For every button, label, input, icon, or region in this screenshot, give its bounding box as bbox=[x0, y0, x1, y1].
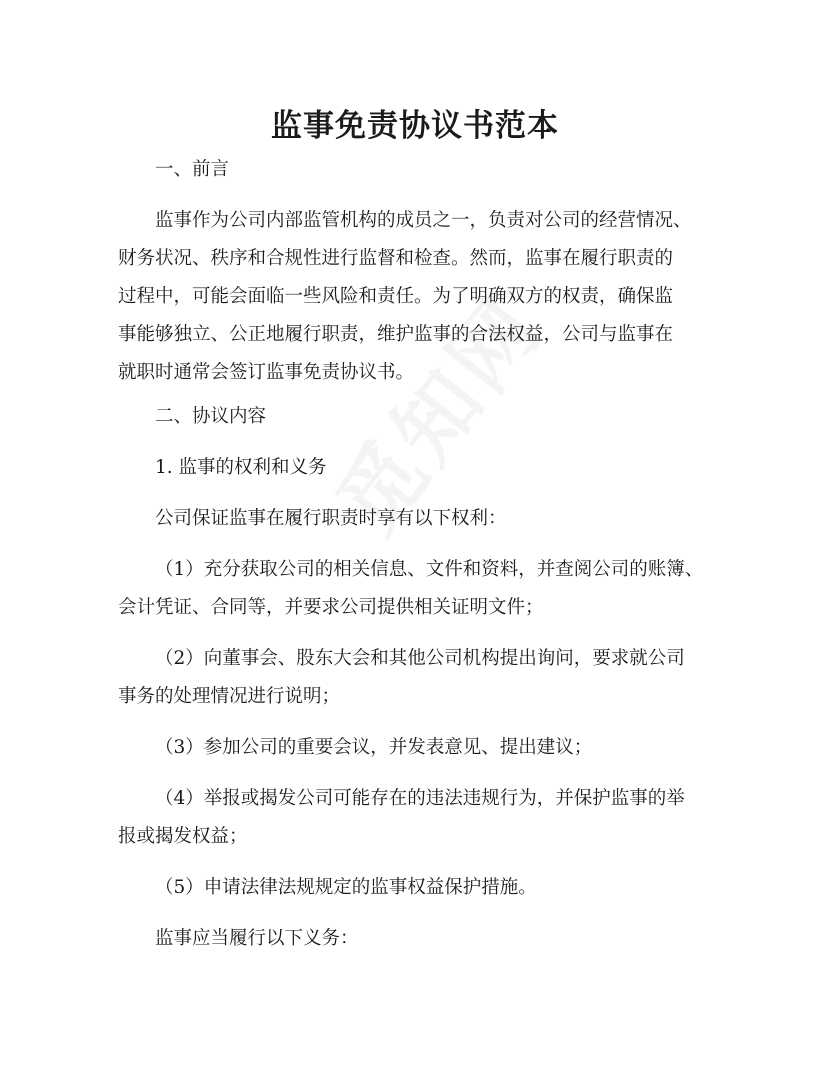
text-line: （3）参加公司的重要会议，并发表意见、提出建议； bbox=[155, 737, 593, 758]
text-line: 一、前言 bbox=[155, 159, 230, 180]
section-heading-agreement bbox=[118, 398, 728, 436]
text-line: 财务状况、秩序和合规性进行监督和检查。然而，监事在履行职责的 bbox=[118, 248, 674, 269]
text-line: 二、协议内容 bbox=[155, 406, 267, 427]
text-line: 过程中，可能会面临一些风险和责任。为了明确双方的权责，确保监 bbox=[118, 286, 674, 307]
text-line: 就职时通常会签订监事免责协议书。 bbox=[118, 362, 415, 383]
text-line: （2）向董事会、股东大会和其他公司机构提出询问，要求就公司 bbox=[155, 648, 685, 669]
right-item-3 bbox=[118, 729, 728, 767]
right-item-2 bbox=[118, 640, 728, 716]
text-line: 事务的处理情况进行说明； bbox=[118, 686, 341, 707]
section-heading-preface bbox=[118, 151, 728, 189]
right-item-1 bbox=[118, 551, 728, 627]
preface-paragraph bbox=[118, 202, 728, 392]
text-line: 事能够独立、公正地履行职责，维护监事的合法权益，公司与监事在 bbox=[118, 324, 674, 345]
text-line: 公司保证监事在履行职责时享有以下权利： bbox=[155, 508, 507, 529]
right-item-5 bbox=[118, 869, 728, 907]
text-line: 监事作为公司内部监管机构的成员之一，负责对公司的经营情况、 bbox=[155, 210, 692, 231]
text-line: 1. 监事的权利和义务 bbox=[155, 457, 327, 478]
text-line: 会计凭证、合同等，并要求公司提供相关证明文件； bbox=[118, 597, 544, 618]
right-item-4 bbox=[118, 780, 728, 856]
text-line: （4）举报或揭发公司可能存在的违法违规行为，并保护监事的举 bbox=[155, 788, 685, 809]
rights-intro bbox=[118, 500, 728, 538]
text-line: （1）充分获取公司的相关信息、文件和资料，并查阅公司的账簿、 bbox=[155, 559, 704, 580]
text-line: （5）申请法律法规规定的监事权益保护措施。 bbox=[155, 877, 537, 898]
text-line: 监事应当履行以下义务： bbox=[155, 928, 359, 949]
subheading-rights-duties bbox=[118, 449, 728, 487]
document-title: 监事免责协议书范本 bbox=[271, 108, 559, 144]
text-line: 报或揭发权益； bbox=[118, 826, 248, 847]
duties-intro bbox=[118, 920, 728, 958]
